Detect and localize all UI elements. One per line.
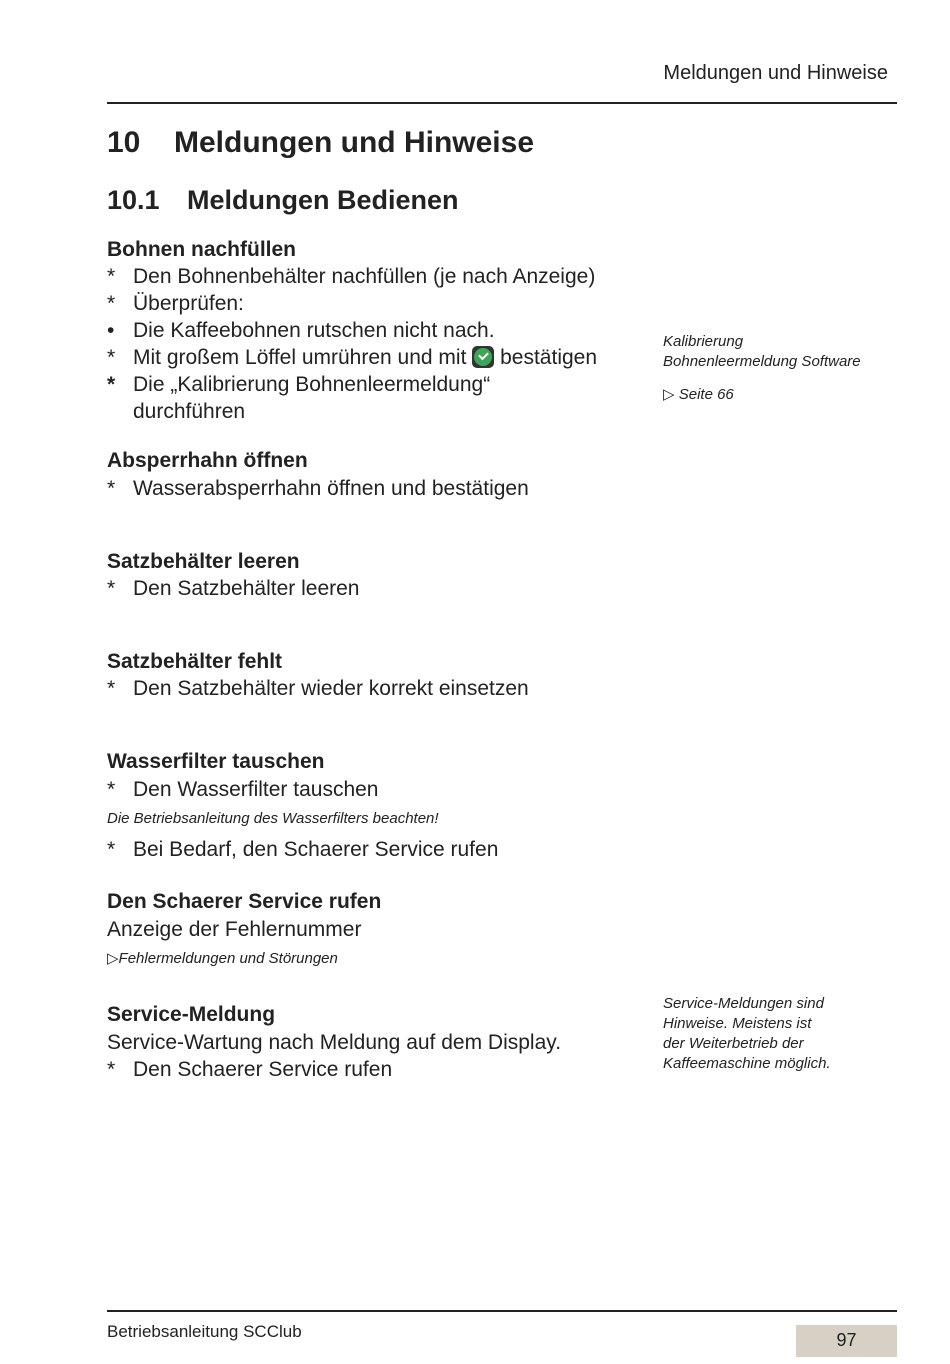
list-item-text: Den Bohnenbehälter nachfüllen (je nach Anzeige) (133, 265, 596, 288)
bullet-mark: * (107, 677, 116, 700)
bullet-mark: * (107, 778, 116, 801)
bullet-mark: * (107, 1058, 116, 1081)
sidenote-reference[interactable] (663, 385, 861, 405)
page-number: 97 (796, 1325, 897, 1357)
running-header: Meldungen und Hinweise (663, 62, 888, 84)
list-item-text: Die Kaffeebohnen rutschen nicht nach. (133, 319, 495, 342)
sidenote-line: Bohnenleermeldung Software (663, 353, 861, 370)
section-title: Meldungen Bedienen (187, 185, 459, 215)
list-item-text (133, 346, 597, 370)
list-item-text: Den Schaerer Service rufen (133, 1058, 393, 1081)
satz-leeren-heading: Satzbehälter leeren (107, 550, 300, 573)
bullet-mark: * (107, 265, 116, 288)
reference-arrow-icon: ▷ (663, 386, 675, 403)
chapter-heading (107, 126, 534, 160)
sidenote-line: Hinweise. Meistens ist (663, 1015, 812, 1032)
service-meldung-heading: Service-Meldung (107, 1003, 276, 1026)
sidenote-line: Kaffeemaschine möglich. (663, 1055, 831, 1072)
bullet-mark: * (107, 292, 116, 315)
list-item-text: Bei Bedarf, den Schaerer Service rufen (133, 838, 499, 861)
header-rule (107, 102, 897, 104)
bullet-mark: * (107, 838, 116, 861)
service-rufen-line: Anzeige der Fehlernummer (107, 918, 362, 941)
section-number: 10.1 (107, 185, 160, 215)
footer-rule (107, 1310, 897, 1312)
sidenote-service (663, 994, 831, 1074)
service-meldung-line: Service-Wartung nach Meldung auf dem Display. (107, 1031, 562, 1054)
list-item-text: Die „Kalibrierung Bohnenleermeldung“ (133, 373, 491, 396)
list-item-text: Überprüfen: (133, 292, 244, 315)
reference-text: Seite 66 (678, 386, 734, 403)
bullet-mark: • (107, 319, 115, 342)
list-item-text: Den Satzbehälter leeren (133, 577, 360, 600)
service-rufen-heading: Den Schaerer Service rufen (107, 890, 382, 913)
chapter-number: 10 (107, 126, 141, 159)
bullet-mark: * (107, 577, 116, 600)
list-item-text: Wasserabsperrhahn öffnen und bestätigen (133, 477, 529, 500)
bullet-mark: * (107, 346, 116, 369)
list-item-text-after: bestätigen (500, 346, 598, 369)
wasserfilter-note: Die Betriebsanleitung des Wasserfilters beachten! (107, 810, 439, 827)
list-item-text: Den Wasserfilter tauschen (133, 778, 379, 801)
sidenote-line: Service-Meldungen sind (663, 995, 824, 1012)
reference-arrow-icon: ▷ (107, 950, 119, 967)
bohnen-heading: Bohnen nachfüllen (107, 238, 296, 261)
absperrhahn-heading: Absperrhahn öffnen (107, 449, 308, 472)
bullet-mark: * (107, 477, 116, 500)
list-item-text: Den Satzbehälter wieder korrekt einsetzen (133, 677, 529, 700)
chapter-title: Meldungen und Hinweise (174, 126, 535, 159)
satz-fehlt-heading: Satzbehälter fehlt (107, 650, 283, 673)
wasserfilter-heading: Wasserfilter tauschen (107, 750, 325, 773)
section-heading (107, 185, 459, 216)
sidenote-calibration (663, 332, 861, 405)
check-icon (472, 346, 494, 368)
service-rufen-reference[interactable] (107, 949, 338, 967)
list-item-text: durchführen (133, 400, 246, 423)
list-item-text-before: Mit großem Löffel umrühren und mit (133, 346, 467, 369)
sidenote-line: Kalibrierung (663, 333, 744, 350)
footer-title: Betriebsanleitung SCClub (107, 1322, 302, 1341)
bullet-mark: * (107, 373, 116, 396)
reference-text: Fehlermeldungen und Störungen (118, 950, 338, 967)
sidenote-line: der Weiterbetrieb der (663, 1035, 804, 1052)
